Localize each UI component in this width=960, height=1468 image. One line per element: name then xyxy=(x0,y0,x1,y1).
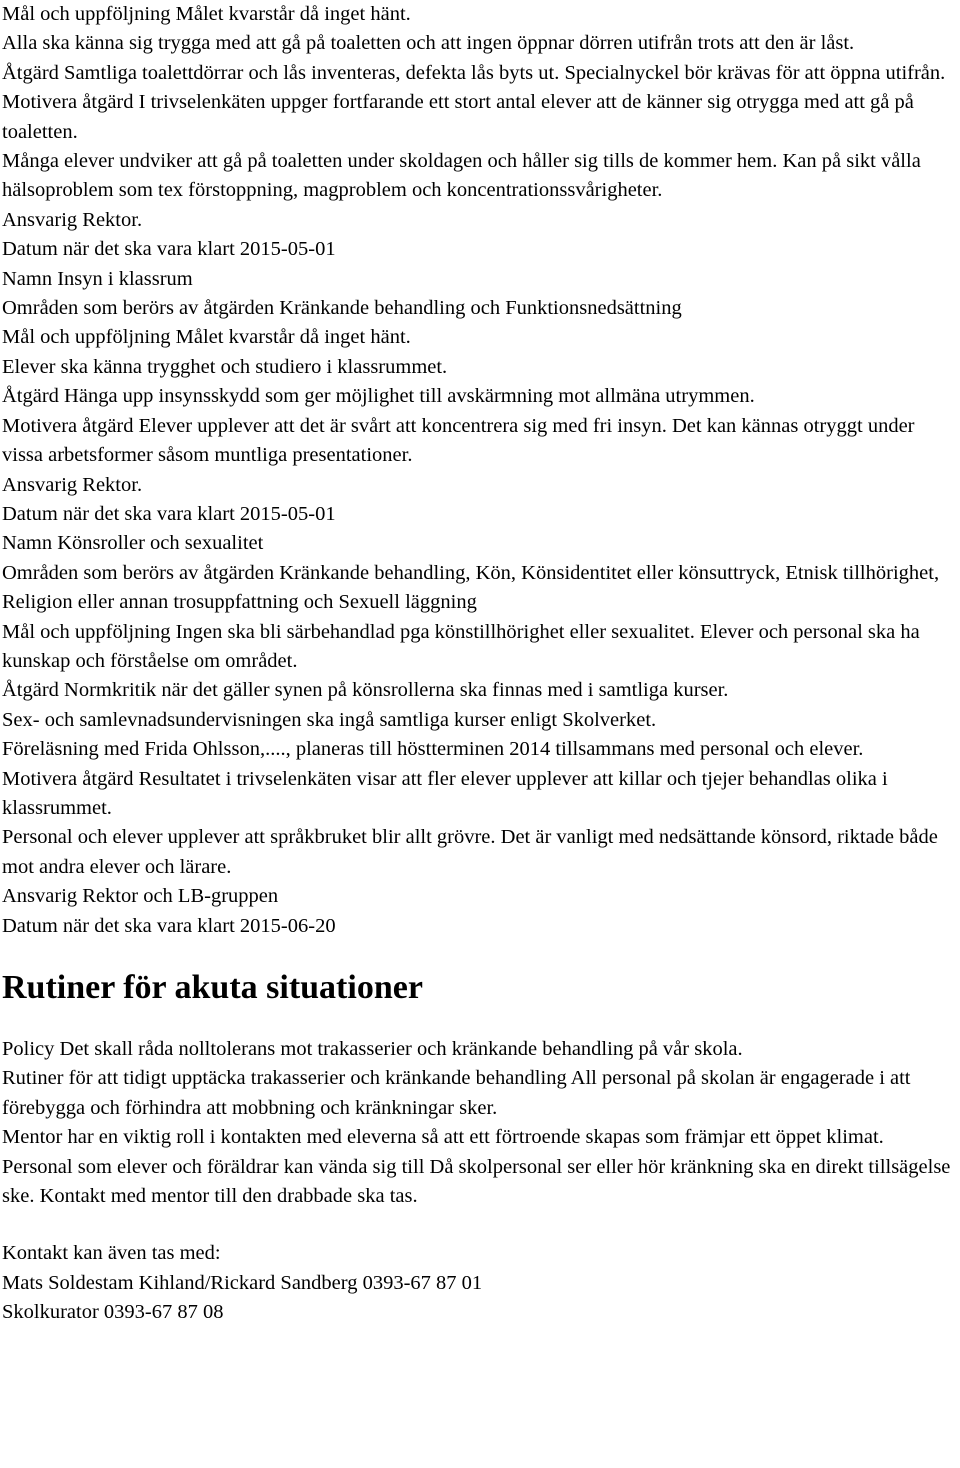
contact-intro: Kontakt kan även tas med: xyxy=(2,1242,221,1265)
section-heading: Rutiner för akuta situationer xyxy=(2,969,423,1006)
paragraph: Namn Könsroller och sexualitet xyxy=(2,532,264,555)
paragraph: Mål och uppföljning Ingen ska bli särbehandlad pga könstillhörighet eller sexualitet. Elever och personal ska ha kunskap och förståelse om området. xyxy=(2,620,920,672)
paragraph: Föreläsning med Frida Ohlsson,...., planeras till höstterminen 2014 tillsammans med personal och elever. xyxy=(2,738,864,761)
paragraph: Policy Det skall råda nolltolerans mot trakasserier och kränkande behandling på vår skola. xyxy=(2,1038,743,1060)
paragraph: Mål och uppföljning Målet kvarstår då inget hänt. xyxy=(2,326,411,349)
paragraph: Många elever undviker att gå på toaletten under skoldagen och håller sig tills de kommer hem. Kan på sikt vålla hälsoproblem som tex förstoppning, magproblem och koncentrationssvårigheter. xyxy=(2,150,921,202)
paragraph: Personal och elever upplever att språkbruket blir allt grövre. Det är vanligt med nedsättande könsord, riktade både mot andra elever och lärare. xyxy=(2,826,938,878)
paragraph: Elever ska känna trygghet och studiero i klassrummet. xyxy=(2,355,448,378)
paragraph: Mentor har en viktig roll i kontakten med eleverna så att ett förtroende skapas som främjar ett öppet klimat. xyxy=(2,1126,884,1149)
section-konsroller xyxy=(2,529,958,941)
section-rutiner xyxy=(2,1035,958,1211)
paragraph: Ansvarig Rektor. xyxy=(2,473,143,496)
paragraph: Områden som berörs av åtgärden Kränkande behandling, Kön, Könsidentitet eller könsuttryck, Etnisk tillhörighet, Religion eller annan trosuppfattning och Sexuell läggning xyxy=(2,561,940,614)
paragraph: Åtgärd Samtliga toalettdörrar och lås inventeras, defekta lås byts ut. Specialnyckel bör krävas för att öppna utifrån. xyxy=(2,61,946,84)
spacer xyxy=(2,1211,958,1239)
paragraph: Motivera åtgärd Elever upplever att det är svårt att koncentrera sig med fri insyn. Det kan kännas otryggt under vissa arbetsformer såsom muntliga presentationer. xyxy=(2,414,915,467)
paragraph: Personal som elever och föräldrar kan vända sig till Då skolpersonal ser eller hör kränkning ska en direkt tillsägelse ske. Kontakt med mentor till den drabbade ska tas. xyxy=(2,1155,951,1208)
paragraph: Ansvarig Rektor. xyxy=(2,208,143,231)
contact-line: Skolkurator 0393-67 87 08 xyxy=(2,1301,224,1324)
section-kontakt xyxy=(2,1239,958,1327)
paragraph: Datum när det ska vara klart 2015-06-20 xyxy=(2,914,336,937)
section-toaletter xyxy=(2,0,958,265)
paragraph: Motivera åtgärd Resultatet i trivselenkäten visar att fler elever upplever att killar och tjejer behandlas olika i klassrummet. xyxy=(2,767,888,819)
paragraph: Datum när det ska vara klart 2015-05-01 xyxy=(2,502,336,525)
document-page xyxy=(2,0,958,1328)
paragraph: Åtgärd Hänga upp insynsskydd som ger möjlighet till avskärmning mot allmäna utrymmen. xyxy=(2,385,755,408)
paragraph: Sex- och samlevnadsundervisningen ska ingå samtliga kurser enligt Skolverket. xyxy=(2,708,657,731)
contact-line: Mats Soldestam Kihland/Rickard Sandberg 0393-67 87 01 xyxy=(2,1271,483,1294)
paragraph: Motivera åtgärd I trivselenkäten uppger fortfarande ett stort antal elever att de känner sig otrygga med att gå på toaletten. xyxy=(2,91,914,143)
paragraph: Mål och uppföljning Målet kvarstår då inget hänt. xyxy=(2,3,411,25)
paragraph: Områden som berörs av åtgärden Kränkande behandling och Funktionsnedsättning xyxy=(2,297,682,320)
paragraph: Namn Insyn i klassrum xyxy=(2,267,193,290)
paragraph: Alla ska känna sig trygga med att gå på toaletten och att ingen öppnar dörren utifrån trots att den är låst. xyxy=(2,32,855,55)
paragraph: Åtgärd Normkritik när det gäller synen på könsrollerna ska finnas med i samtliga kurser. xyxy=(2,679,729,702)
section-insyn xyxy=(2,265,958,530)
paragraph: Ansvarig Rektor och LB-gruppen xyxy=(2,885,279,908)
paragraph: Datum när det ska vara klart 2015-05-01 xyxy=(2,238,336,261)
paragraph: Rutiner för att tidigt upptäcka trakasserier och kränkande behandling All personal på skolan är engagerade i att förebygga och förhindra att mobbning och kränkningar sker. xyxy=(2,1067,911,1119)
